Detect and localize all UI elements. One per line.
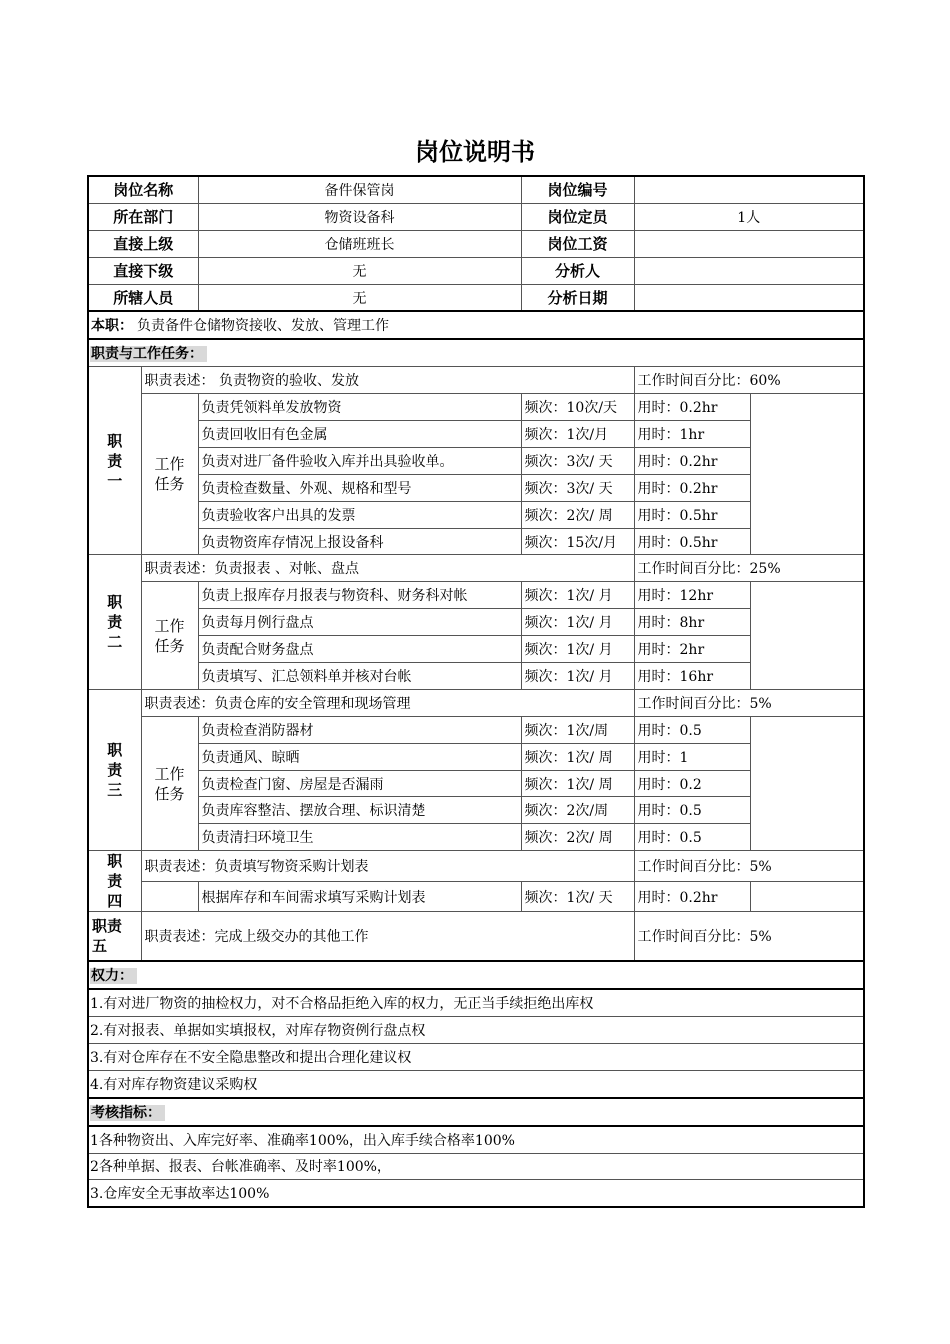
task-text: 负责凭领料单发放物资 [198,394,521,421]
authority-item: 2.有对报表、单据如实填报权，对库存物资例行盘点权 [88,1017,864,1044]
task-time: 用时：0.5 [634,824,750,851]
task-frequency: 频次：1次/月 [521,421,634,448]
duty-label: 职责 五 [88,912,141,962]
duty-description: 职责表述：完成上级交办的其他工作 [141,912,634,962]
info-value: 无 [198,284,521,311]
duty-time-percent: 工作时间百分比：5% [634,689,864,716]
task-row [88,609,864,636]
duty-description: 职责表述： 负责物资的验收、发放 [141,367,634,394]
main-duty-row [88,311,864,339]
task-row [88,528,864,555]
duty-desc-row [88,851,864,882]
task-frequency: 频次：1次/周 [521,716,634,743]
main-duty-text: 负责备件仓储物资接收、发放、管理工作 [137,318,389,335]
info-row [88,284,864,311]
task-text: 负责库容整洁、摆放合理、标识清楚 [198,797,521,824]
task-text: 负责检查门窗、房屋是否漏雨 [198,770,521,797]
task-frequency: 频次：2次/ 周 [521,501,634,528]
info-value [634,257,864,284]
kpi-header-row [88,1098,864,1126]
task-text: 根据库存和车间需求填写采购计划表 [198,881,521,912]
duty-desc-row [88,367,864,394]
duty-label: 职 责 一 [88,367,141,555]
task-frequency: 频次：10次/天 [521,394,634,421]
duty-time-percent: 工作时间百分比：25% [634,555,864,582]
authority-item: 1.有对进厂物资的抽检权力，对不合格品拒绝入库的权力，无正当手续拒绝出库权 [88,989,864,1016]
task-frequency: 频次：3次/ 天 [521,474,634,501]
authority-item: 3.有对仓库存在不安全隐患整改和提出合理化建议权 [88,1043,864,1070]
duty-time-percent: 工作时间百分比：5% [634,912,864,962]
task-row [88,421,864,448]
job-description-table [87,175,865,1208]
task-text: 负责通风、晾晒 [198,743,521,770]
authority-item-row [88,1017,864,1044]
task-frequency: 频次：1次/ 月 [521,663,634,690]
duty-desc-row [88,912,864,962]
task-frequency: 频次：15次/月 [521,528,634,555]
info-label: 岗位编号 [521,176,634,203]
kpi-item: 1各种物资出、入库完好率、准确率100%，出入库手续合格率100% [88,1126,864,1153]
kpi-header [88,1098,864,1126]
task-text: 负责清扫环境卫生 [198,824,521,851]
info-row [88,203,864,230]
authority-header-label: 权力： [90,968,137,984]
kpi-item-row [88,1153,864,1180]
task-frequency: 频次：3次/ 天 [521,447,634,474]
task-time: 用时：0.2hr [634,881,750,912]
task-label: 工作 任务 [141,582,198,690]
task-row [88,743,864,770]
kpi-item-row [88,1180,864,1207]
task-frequency: 频次：1次/ 周 [521,743,634,770]
kpi-header-label: 考核指标： [90,1105,165,1121]
task-row [88,881,864,912]
info-value [634,284,864,311]
task-row [88,582,864,609]
task-text: 负责上报库存月报表与物资科、财务科对帐 [198,582,521,609]
duty-desc-row [88,689,864,716]
duty-description: 职责表述：负责报表 、对帐、盘点 [141,555,634,582]
task-time: 用时：12hr [634,582,750,609]
info-label: 直接下级 [88,257,198,284]
duty-label: 职 责 三 [88,689,141,850]
task-row [88,447,864,474]
task-text: 负责检查数量、外观、规格和型号 [198,474,521,501]
task-row [88,501,864,528]
task-text: 负责回收旧有色金属 [198,421,521,448]
task-row [88,663,864,690]
task-time: 用时：0.2hr [634,474,750,501]
authority-item-row [88,1070,864,1097]
task-row [88,716,864,743]
task-row [88,824,864,851]
task-text: 负责检查消防器材 [198,716,521,743]
duty-description: 职责表述：负责填写物资采购计划表 [141,851,634,882]
task-frequency: 频次：1次/ 月 [521,609,634,636]
task-label: 工作 任务 [141,394,198,555]
task-row [88,394,864,421]
task-frequency: 频次：1次/ 周 [521,770,634,797]
authority-item: 4.有对库存物资建议采购权 [88,1070,864,1097]
task-time: 用时：0.2 [634,770,750,797]
duty-time-percent: 工作时间百分比：5% [634,851,864,882]
kpi-item-row [88,1126,864,1153]
task-row [88,797,864,824]
info-label: 岗位定员 [521,203,634,230]
duty-desc-row [88,555,864,582]
info-label: 直接上级 [88,230,198,257]
task-frequency: 频次：1次/ 月 [521,582,634,609]
task-text: 负责物资库存情况上报设备科 [198,528,521,555]
task-time: 用时：0.5hr [634,528,750,555]
task-label: 工作 任务 [141,716,198,850]
main-duty [88,311,864,339]
kpi-item: 3.仓库安全无事故率达100% [88,1180,864,1207]
task-time: 用时：0.2hr [634,447,750,474]
task-time: 用时：0.5 [634,797,750,824]
task-time: 用时：8hr [634,609,750,636]
authority-item-row [88,1043,864,1070]
duties-header [88,339,864,366]
task-frequency: 频次：2次/周 [521,797,634,824]
duty-time-percent: 工作时间百分比：60% [634,367,864,394]
task-time: 用时：1hr [634,421,750,448]
info-label: 所辖人员 [88,284,198,311]
task-text: 负责每月例行盘点 [198,609,521,636]
authority-header-row [88,961,864,989]
task-frequency: 频次：1次/ 月 [521,636,634,663]
task-time: 用时：0.2hr [634,394,750,421]
info-value: 1人 [634,203,864,230]
info-value: 备件保管岗 [198,176,521,203]
info-value: 仓储班班长 [198,230,521,257]
task-frequency: 频次：2次/ 周 [521,824,634,851]
info-label: 岗位工资 [521,230,634,257]
info-value: 无 [198,257,521,284]
task-time: 用时：0.5 [634,716,750,743]
duties-header-row [88,339,864,366]
info-row [88,230,864,257]
task-row [88,770,864,797]
info-value: 物资设备科 [198,203,521,230]
task-row [88,636,864,663]
task-frequency: 频次：1次/ 天 [521,881,634,912]
duty-description: 职责表述：负责仓库的安全管理和现场管理 [141,689,634,716]
main-duty-label: 本职： [91,318,133,335]
task-text: 负责验收客户出具的发票 [198,501,521,528]
duty-label: 职 责 二 [88,555,141,689]
task-label [141,881,198,912]
authority-header [88,961,864,989]
info-label: 岗位名称 [88,176,198,203]
info-value [634,230,864,257]
info-label: 所在部门 [88,203,198,230]
task-time: 用时：16hr [634,663,750,690]
info-row [88,257,864,284]
info-label: 分析日期 [521,284,634,311]
page-title: 岗位说明书 [415,138,535,166]
info-label: 分析人 [521,257,634,284]
info-value [634,176,864,203]
kpi-item: 2各种单据、报表、台帐准确率、及时率100%， [88,1153,864,1180]
authority-item-row [88,989,864,1016]
duty-label: 职 责 四 [88,851,141,912]
task-time: 用时：0.5hr [634,501,750,528]
task-row [88,474,864,501]
task-text: 负责填写、汇总领料单并核对台帐 [198,663,521,690]
task-text: 负责对进厂备件验收入库并出具验收单。 [198,447,521,474]
task-time: 用时：1 [634,743,750,770]
duties-header-label: 职责与工作任务： [90,346,207,362]
info-row [88,176,864,203]
task-text: 负责配合财务盘点 [198,636,521,663]
task-time: 用时：2hr [634,636,750,663]
